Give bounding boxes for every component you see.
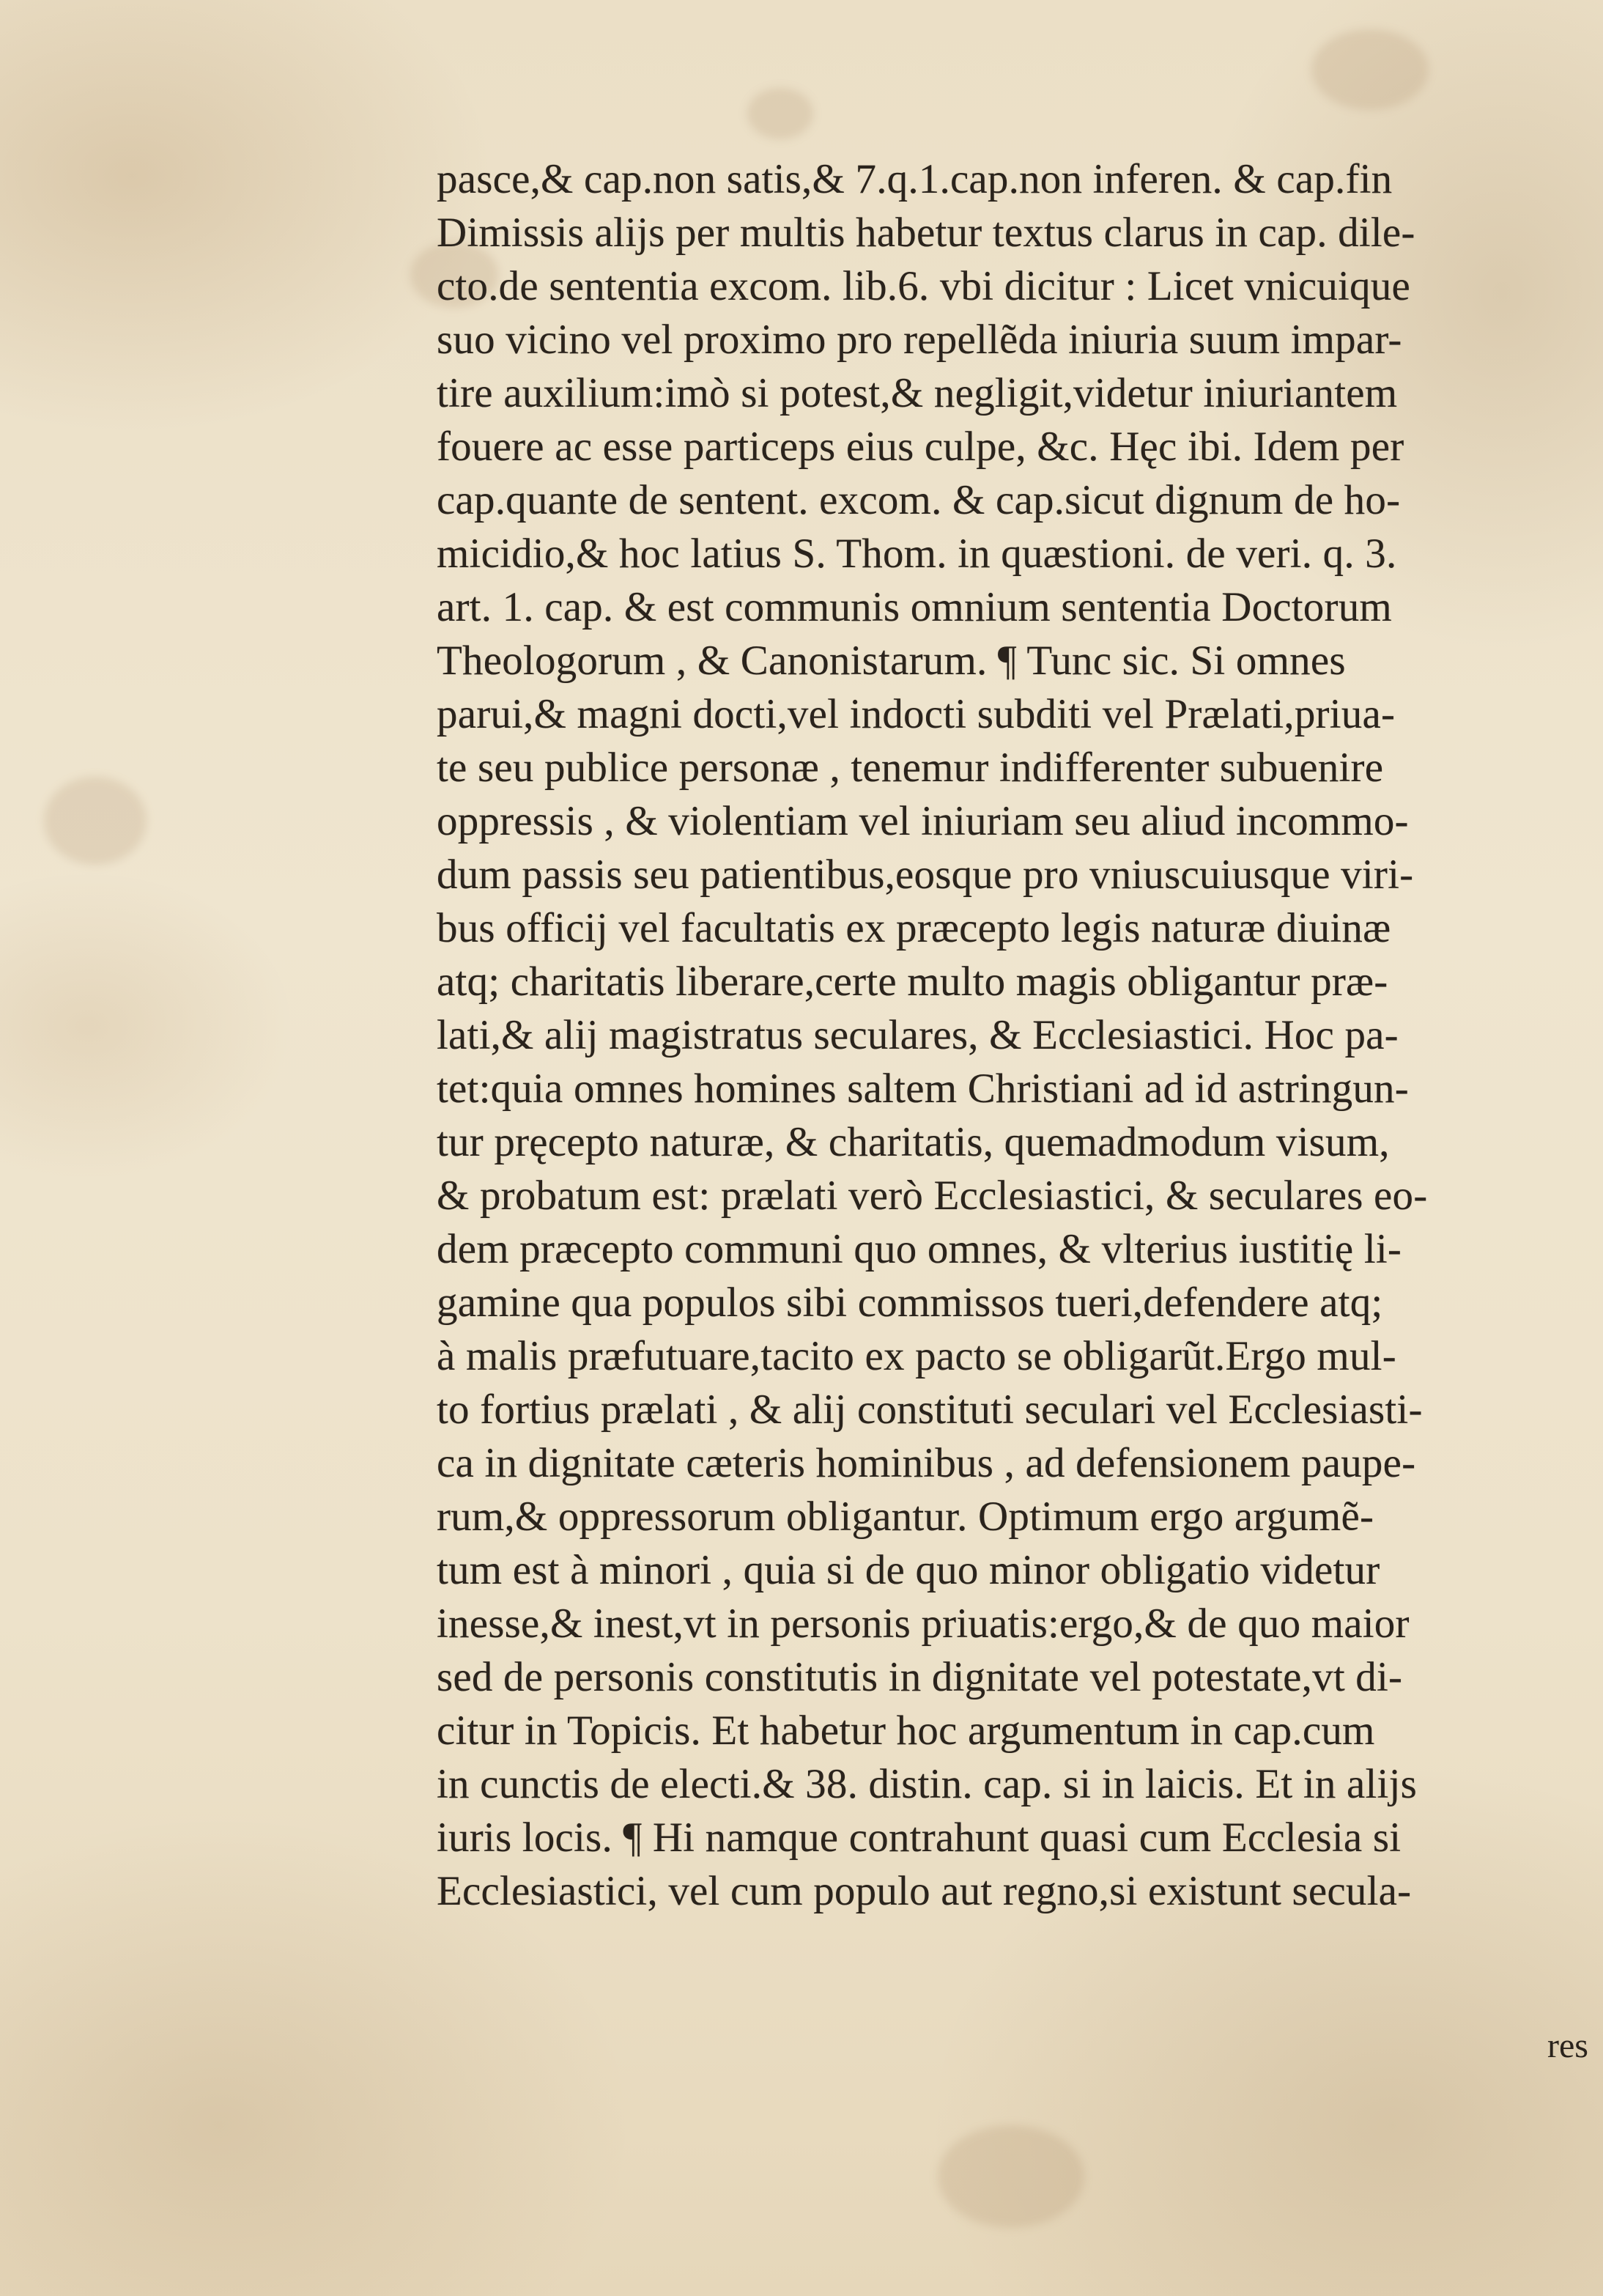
text-line: parui,& magni docti,vel indocti subditi vel Prælati,priua- [437,691,1396,737]
foxing-stain [938,2125,1084,2228]
text-line: gamine qua populos sibi commissos tueri,defendere atq; [437,1280,1383,1326]
foxing-stain [1311,29,1429,110]
text-line: cap.quante de sentent. excom. & cap.sicut dignum de ho- [437,477,1401,523]
text-line: citur in Topicis. Et habetur hoc argumentum in cap.cum [437,1708,1375,1754]
text-line: inesse,& inest,vt in personis priuatis:ergo,& de quo maior [437,1601,1410,1647]
text-line: suo vicino vel proximo pro repellẽda iniuria suum impar- [437,317,1402,363]
text-line: tur pręcepto naturæ, & charitatis, quemadmodum visum, [437,1119,1390,1165]
text-line: ca in dignitate cæteris hominibus , ad defensionem paupe- [437,1440,1416,1486]
text-line: tet:quia omnes homines saltem Christiani ad id astringun- [437,1066,1409,1112]
text-line: cto.de sententia excom. lib.6. vbi dicitur : Licet vnicuique [437,263,1410,309]
text-line: tum est à minori , quia si de quo minor obligatio videtur [437,1547,1380,1593]
foxing-stain [44,777,147,865]
text-line: tire auxilium:imò si potest,& negligit,videtur iniuriantem [437,370,1398,416]
text-line: lati,& alij magistratus seculares, & Ecclesiastici. Hoc pa- [437,1012,1399,1058]
text-line: rum,& oppressorum obligantur. Optimum ergo argumẽ- [437,1494,1374,1540]
text-line: in cunctis de electi.& 38. distin. cap. si in laicis. Et in alijs [437,1761,1417,1807]
text-line: micidio,& hoc latius S. Thom. in quæstioni. de veri. q. 3. [437,531,1397,577]
text-line: art. 1. cap. & est communis omnium sententia Doctorum [437,584,1392,630]
foxing-stain [747,88,813,139]
text-line: to fortius prælati , & alij constituti seculari vel Ecclesiasti- [437,1387,1423,1433]
text-line: oppressis , & violentiam vel iniuriam seu aliud incommo- [437,798,1409,844]
text-line: Theologorum , & Canonistarum. ¶ Tunc sic. Si omnes [437,638,1346,684]
text-line: bus officij vel facultatis ex præcepto legis naturæ diuinæ [437,905,1391,951]
text-line: pasce,& cap.non satis,& 7.q.1.cap.non inferen. & cap.fin [437,156,1393,202]
text-line: te seu publice personæ , tenemur indifferenter subuenire [437,745,1384,791]
text-line: à malis præfutuare,tacito ex pacto se obligarũt.Ergo mul- [437,1333,1396,1379]
text-line: & probatum est: prælati verò Ecclesiastici, & seculares eo- [437,1173,1428,1219]
text-line: Ecclesiastici, vel cum populo aut regno,si existunt secula- [437,1868,1412,1914]
text-line: dum passis seu patientibus,eosque pro vniuscuiusque viri- [437,852,1414,898]
text-line: Dimissis alijs per multis habetur textus clarus in cap. dile- [437,210,1415,256]
text-line: dem præcepto communi quo omnes, & vlterius iustitię li- [437,1226,1402,1272]
catchword: res [1547,2026,1588,2065]
text-line: fouere ac esse particeps eius culpe, &c. Hęc ibi. Idem per [437,424,1404,470]
text-line: atq; charitatis liberare,certe multo magis obligantur præ- [437,959,1388,1005]
body-text [437,152,1603,1918]
text-line: sed de personis constitutis in dignitate vel potestate,vt di- [437,1654,1403,1700]
text-line: iuris locis. ¶ Hi namque contrahunt quasi cum Ecclesia si [437,1815,1402,1861]
